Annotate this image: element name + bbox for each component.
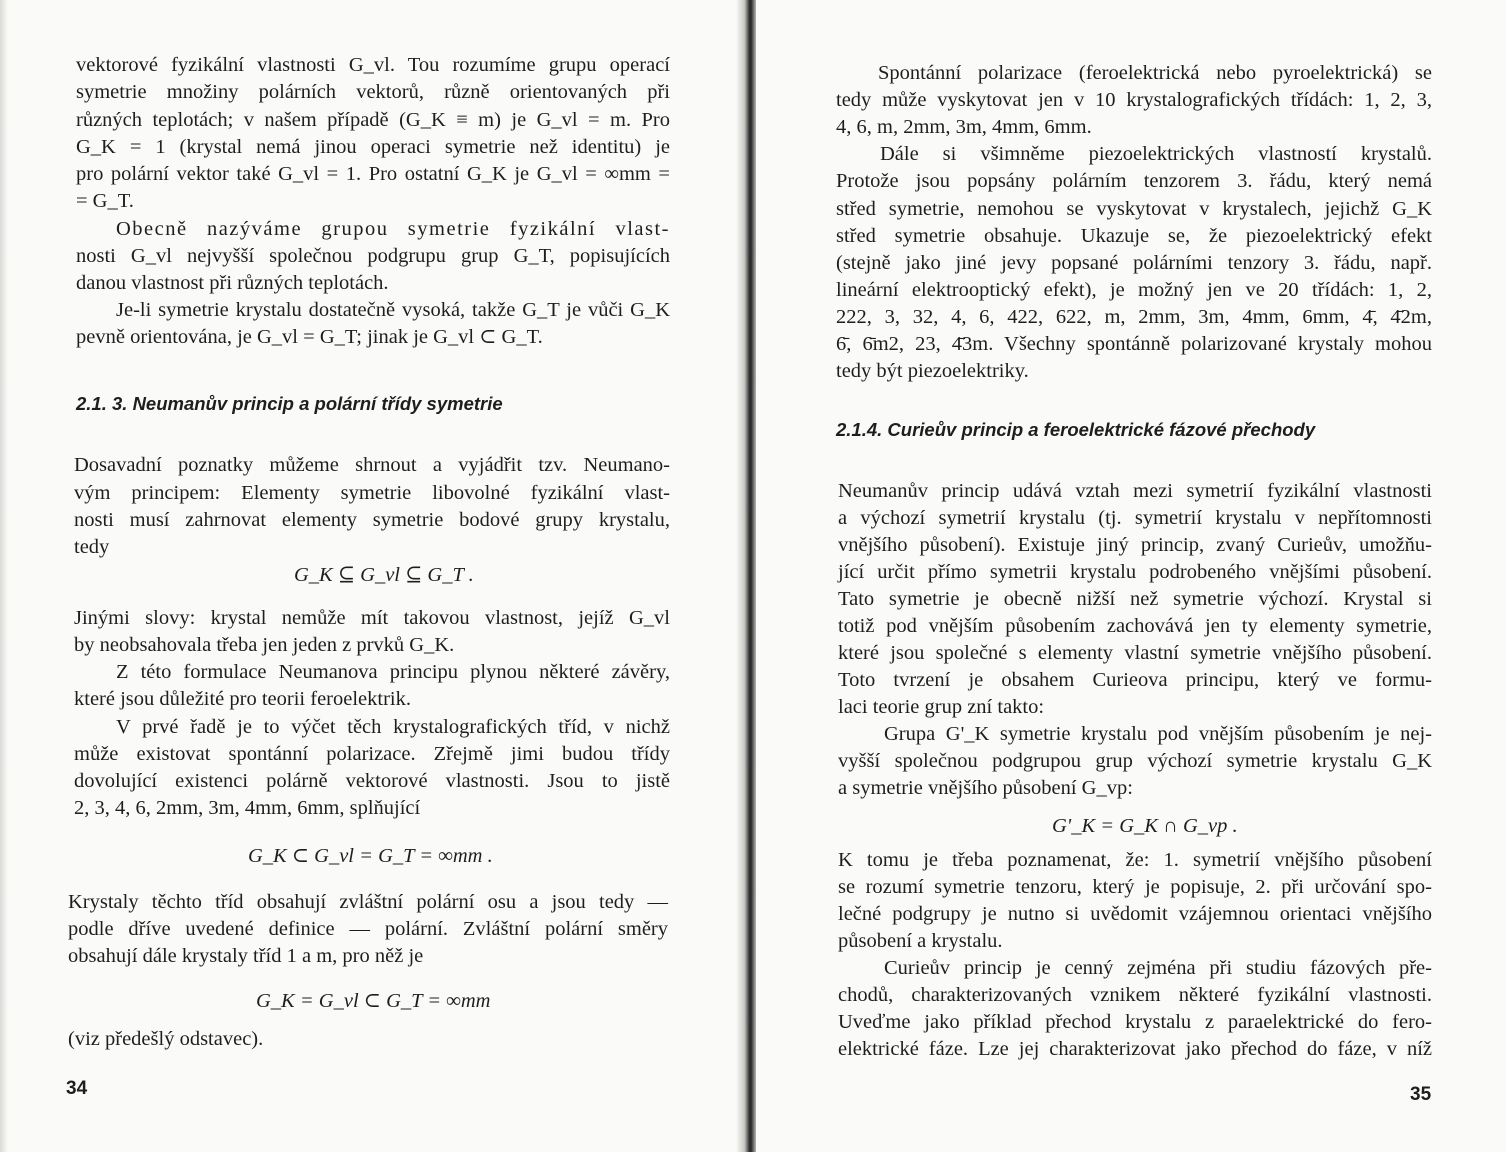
text-line: laci teorie grup zní takto: xyxy=(838,696,1045,718)
text-line: lineární elektrooptický efekt), je možný jen ve 20 třídách: 1, 2, xyxy=(836,279,1432,301)
text-line: různých teplotách; v našem případě (G_K ≡ m) je G_vl = m. Pro xyxy=(76,109,670,131)
text-line: 4, 6, m, 2mm, 3m, 4mm, 6mm. xyxy=(836,116,1092,138)
text-line: pro polární vektor také G_vl = 1. Pro ostatní G_K je G_vl = ∞mm = xyxy=(76,163,670,185)
page-number: 34 xyxy=(66,1078,88,1099)
text-line: které jsou důležité pro teorii feroelektrik. xyxy=(74,688,411,710)
text-line: = G_T. xyxy=(76,190,134,212)
text-line: Jinými slovy: krystal nemůže mít takovou vlastnost, jejíž G_vl xyxy=(74,607,670,629)
text-line: vyšší společnou podgrupou grup výchozí symetrie krystalu G_K xyxy=(838,750,1432,772)
text-line: Toto tvrzení je obsahem Curieova principu, který ve formu- xyxy=(838,669,1432,691)
text-line: Spontánní polarizace (feroelektrická nebo pyroelektrická) se xyxy=(878,62,1432,84)
text-line: střed symetrie obsahuje. Ukazuje se, že piezoelektrický efekt xyxy=(836,225,1432,247)
page-edge-shadow xyxy=(0,0,8,1152)
section-heading: 2.1.4. Curieův princip a feroelektrické fázové přechody xyxy=(836,419,1316,440)
text-line: elektrické fáze. Lze jej charakterizovat jako přechod do fáze, v níž xyxy=(838,1038,1432,1060)
text-line: Grupa G'_K symetrie krystalu pod vnějším působením je nej- xyxy=(884,723,1432,745)
text-line: Krystaly těchto tříd obsahují zvláštní polární osu a jsou tedy — xyxy=(68,891,668,913)
formula: G_K ⊂ G_vl = G_T = ∞mm . xyxy=(248,845,493,867)
left-page xyxy=(0,0,748,1152)
page-number: 35 xyxy=(1410,1084,1432,1105)
text-line: působení a krystalu. xyxy=(838,930,1003,952)
text-line: symetrie množiny polárních vektorů, různě orientovaných při xyxy=(76,81,670,103)
text-line: (stejně jako jiné jevy popsané polárními tenzory 3. řádu, např. xyxy=(836,252,1432,274)
text-line: danou vlastnost při různých teplotách. xyxy=(76,272,389,294)
text-line: K tomu je třeba poznamenat, že: 1. symetrií vnějšího působení xyxy=(838,849,1432,871)
text-line: a výchozí symetrií krystalu (tj. symetrií krystalu v nepřítomnosti xyxy=(838,507,1432,529)
formula: G'_K = G_K ∩ G_vp . xyxy=(1052,815,1238,837)
text-line: Uveďme jako příklad přechod krystalu z paraelektrické do fero- xyxy=(838,1011,1432,1033)
text-line: vektorové fyzikální vlastnosti G_vl. Tou rozumíme grupu operací xyxy=(76,54,670,76)
text-line: lečné podgrupy je nutno si uvědomit vzájemnou orientaci vnějšího xyxy=(838,903,1432,925)
text-line: 222, 3, 32, 4, 6, 422, 622, m, 2mm, 3m, 4mm, 6mm, 4̄, 4̄2m, xyxy=(836,306,1432,328)
text-line: (viz předešlý odstavec). xyxy=(68,1028,264,1050)
text-line: tedy xyxy=(74,536,110,558)
text-line: jící určit přímo symetrii krystalu podrobeného vnějšími působení. xyxy=(838,561,1432,583)
text-line: a symetrie vnějšího působení G_vp: xyxy=(838,777,1133,799)
text-line: Obecně nazýváme grupou symetrie fyzikální vlast- xyxy=(116,218,670,240)
text-line: vým principem: Elementy symetrie libovolné fyzikální vlast- xyxy=(74,482,670,504)
text-line: by neobsahovala třeba jen jeden z prvků G_K. xyxy=(74,634,455,656)
text-line: V prvé řadě je to výčet těch krystalografických tříd, v nichž xyxy=(116,716,670,738)
text-line: tedy může vyskytovat jen v 10 krystalografických třídách: 1, 2, 3, xyxy=(836,89,1432,111)
right-page xyxy=(756,0,1506,1152)
text-line: podle dříve uvedené definice — polární. Zvláštní polární směry xyxy=(68,918,668,940)
formula: G_K ⊆ G_vl ⊆ G_T . xyxy=(294,564,474,586)
text-line: Protože jsou popsány polárním tenzorem 3. řádu, který nemá xyxy=(836,170,1432,192)
text-line: tedy být piezoelektriky. xyxy=(836,360,1029,382)
text-line: G_K = 1 (krystal nemá jinou operaci symetrie než identitu) je xyxy=(76,136,670,158)
text-line: vnějšího působení). Existuje jiný princip, zvaný Curieův, umožňu- xyxy=(838,534,1432,556)
text-line: střed symetrie, nemohou se vyskytovat v krystalech, jejichž G_K xyxy=(836,198,1432,220)
text-line: pevně orientována, je G_vl = G_T; jinak je G_vl ⊂ G_T. xyxy=(76,326,543,348)
text-line: Je-li symetrie krystalu dostatečně vysoká, takže G_T je vůči G_K xyxy=(116,299,670,321)
text-line: Curieův princip je cenný zejména při studiu fázových pře- xyxy=(884,957,1432,979)
text-line: Dále si všimněme piezoelektrických vlastností krystalů. xyxy=(880,143,1432,165)
text-line: 6̄, 6̄m2, 23, 4̄3m. Všechny spontánně polarizované krystaly mohou xyxy=(836,333,1432,355)
text-line: které jsou společné s elementy vlastní symetrie vnějšího působení. xyxy=(838,642,1432,664)
text-line: 2, 3, 4, 6, 2mm, 3m, 4mm, 6mm, splňující xyxy=(74,797,421,819)
text-line: se rozumí symetrie tenzoru, který je popisuje, 2. při určování spo- xyxy=(838,876,1432,898)
text-line: chodů, charakterizovaných vznikem některé fyzikální vlastnosti. xyxy=(838,984,1432,1006)
text-line: Dosavadní poznatky můžeme shrnout a vyjádřit tzv. Neumano- xyxy=(74,454,670,476)
section-heading: 2.1. 3. Neumanův princip a polární třídy symetrie xyxy=(76,393,503,414)
text-line: obsahují dále krystaly tříd 1 a m, pro něž je xyxy=(68,945,424,967)
text-line: totiž pod vnějším působením zachovává jen ty elementy symetrie, xyxy=(838,615,1432,637)
text-line: může existovat spontánní polarizace. Zřejmě jimi budou třídy xyxy=(74,743,670,765)
text-line: nosti musí zahrnovat elementy symetrie bodové grupy krystalu, xyxy=(74,509,670,531)
text-line: Neumanův princip udává vztah mezi symetrií fyzikální vlastnosti xyxy=(838,480,1432,502)
text-line: Z této formulace Neumanova principu plynou některé závěry, xyxy=(116,661,670,683)
formula: G_K = G_vl ⊂ G_T = ∞mm xyxy=(256,990,491,1012)
text-line: nosti G_vl nejvyšší společnou podgrupu grup G_T, popisujících xyxy=(76,245,670,267)
text-line: Tato symetrie je obecně nižší než symetrie výchozí. Krystal si xyxy=(838,588,1432,610)
text-line: dovolující existenci polárně vektorové vlastnosti. Jsou to jistě xyxy=(74,770,670,792)
